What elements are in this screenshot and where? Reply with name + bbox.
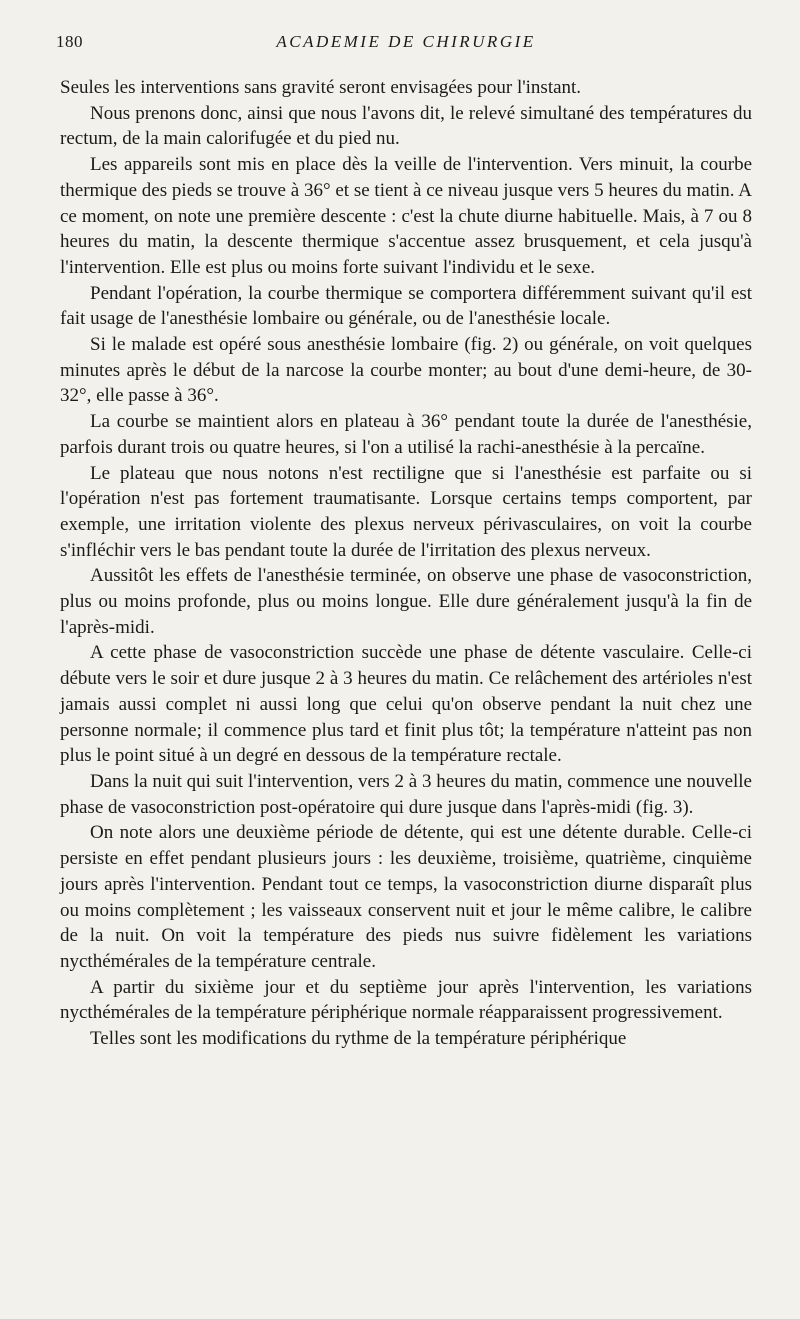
page-header (56, 30, 752, 60)
paragraph: Seules les interventions sans gravité seront envisagées pour l'instant. (60, 77, 582, 98)
paragraph: Dans la nuit qui suit l'intervention, vers 2 à 3 heures du matin, commence une nouvelle phase de vasoconstriction post-opératoire qui dure jusque dans l'après-midi (fig. 3). (60, 770, 752, 818)
paragraph: Telles sont les modifications du rythme de la température périphérique (90, 1028, 627, 1050)
paragraph: La courbe se maintient alors en plateau à 36° pendant toute la durée de l'anesthésie, parfois durant trois ou quatre heures, si l'on a utilisé la rachi-anesthésie à la percaïne. (60, 411, 752, 458)
page-number: 180 (56, 32, 83, 51)
paragraph: Si le malade est opéré sous anesthésie lombaire (fig. 2) ou générale, on voit quelques minutes après le début de la narcose la courbe monter; au bout d'une demi-heure, de 30-32°, elle passe à 36°. (60, 334, 752, 407)
paragraph: Aussitôt les effets de l'anesthésie terminée, on observe une phase de vasoconstriction, plus ou moins profonde, plus ou moins longue. Elle dure généralement jusqu'à la fin de l'après-midi. (60, 565, 752, 638)
paragraph: A partir du sixième jour et du septième jour après l'intervention, les variations nycthémérales de la température périphérique normale réapparaissent progressivement. (60, 976, 752, 1024)
paragraph: Nous prenons donc, ainsi que nous l'avons dit, le relevé simultané des températures du rectum, de la main calorifugée et du pied nu. (60, 102, 752, 150)
document-page (56, 0, 752, 1319)
running-title: ACADEMIE DE CHIRURGIE (276, 32, 536, 51)
paragraph: A cette phase de vasoconstriction succède une phase de détente vasculaire. Celle-ci débute vers le soir et dure jusque 2 à 3 heures du matin. Ce relâchement des artérioles n'est jamais aussi complet ni aussi long que celui qu'on observe pendant la nuit chez une personne normale; il commence plus tard et finit plus tôt; la température n'atteint pas non plus le point situé à un degré en dessous de la température rectale. (60, 642, 752, 767)
paragraph: On note alors une deuxième période de détente, qui est une détente durable. Celle-ci persiste en effet pendant plusieurs jours : les deuxième, troisième, quatrième, cinquième jours après l'intervention. Pendant tout ce temps, la vasoconstriction diurne disparaît plus ou moins complètement ; les vaisseaux conservent nuit et jour le même calibre, le calibre de la nuit. On voit la température des pieds nus suivre fidèlement les variations nycthémérales de la température centrale. (60, 822, 752, 972)
paragraph: Le plateau que nous notons n'est rectiligne que si l'anesthésie est parfaite ou si l'opération n'est pas fortement traumatisante. Lorsque certains temps comportent, par exemple, une irritation violente des plexus nerveux périvasculaires, on voit la courbe s'infléchir vers le bas pendant toute la durée de l'irritation des plexus nerveux. (60, 462, 752, 561)
body-text (60, 75, 752, 1052)
paragraph: Les appareils sont mis en place dès la veille de l'intervention. Vers minuit, la courbe thermique des pieds se trouve à 36° et se tient à ce niveau jusque vers 5 heures du matin. A ce moment, on note une première descente : c'est la chute diurne habituelle. Mais, à 7 ou 8 heures du matin, la descente thermique s'accentue assez brusquement, et cela jusqu'à l'intervention. Elle est plus ou moins forte suivant l'individu et le sexe. (60, 154, 752, 278)
paragraph: Pendant l'opération, la courbe thermique se comportera différemment suivant qu'il est fait usage de l'anesthésie lombaire ou générale, ou de l'anesthésie locale. (60, 282, 752, 330)
